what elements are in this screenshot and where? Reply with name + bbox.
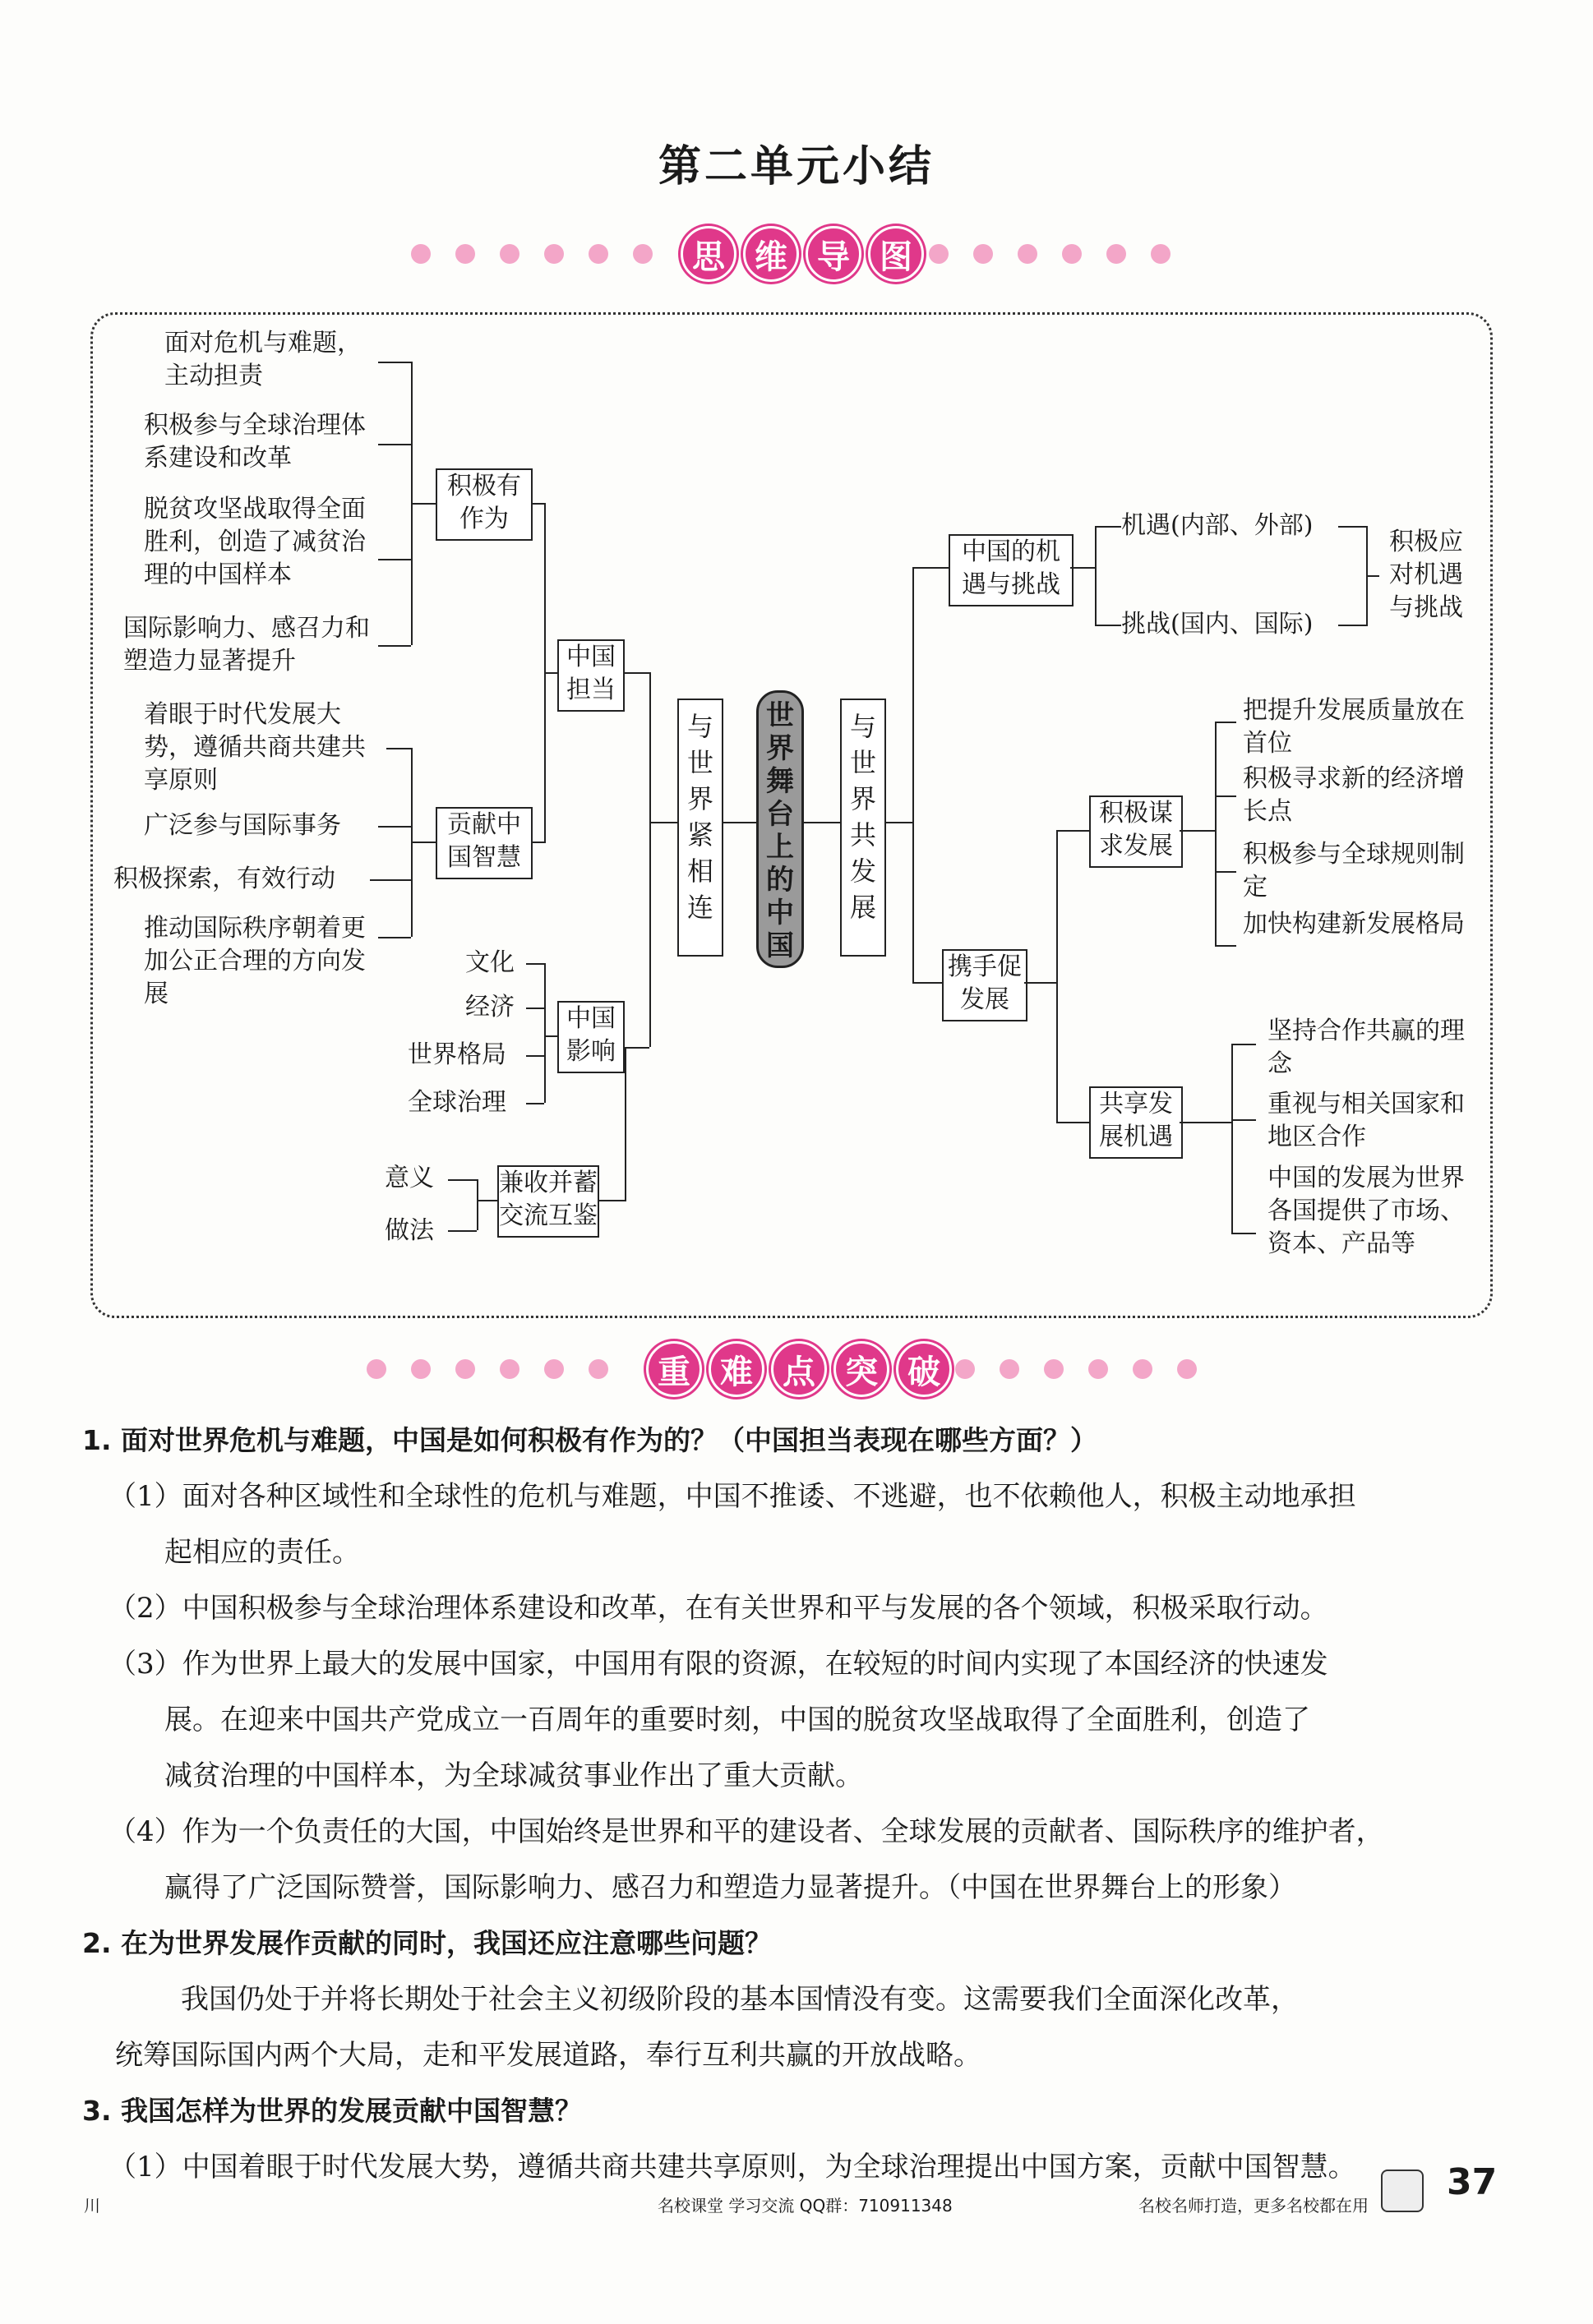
- badge-char: 难: [709, 1341, 764, 1397]
- badge-char: 突: [833, 1341, 889, 1397]
- answer-text: （2）中国积极参与全球治理体系建设和改革，在有关世界和平与发展的各个领域，积极采取行动。: [109, 1592, 1328, 1625]
- node-active: 积极有作为: [436, 468, 533, 541]
- answer-text: 起相应的责任。: [164, 1536, 360, 1569]
- answer-text: 我国仍处于并将长期处于社会主义初级阶段的基本国情没有变。这需要我们全面深化改革，: [181, 1983, 1299, 2016]
- active-item: 国际影响力、感召力和塑造力显著提升: [123, 614, 370, 676]
- wisdom-item: 推动国际秩序朝着更加公正合理的方向发展: [144, 914, 366, 1008]
- learning-item: 做法: [385, 1216, 434, 1245]
- section-banner-keypoints: [0, 1341, 1593, 1399]
- dev-item: 积极参与全球规则制定: [1243, 840, 1465, 901]
- answer-text: 减贫治理的中国样本，为全球减贫事业作出了重大贡献。: [164, 1759, 863, 1792]
- influence-item: 全球治理: [408, 1088, 506, 1117]
- answer-text: （4）作为一个负责任的大国，中国始终是世界和平的建设者、全球发展的贡献者、国际秩序的维护者，: [109, 1815, 1384, 1848]
- opportunity-result: 积极应对机遇与挑战: [1389, 528, 1463, 622]
- dev-item: 积极寻求新的经济增长点: [1243, 764, 1465, 826]
- question-2: 2. 在为世界发展作贡献的同时，我国还应注意哪些问题？: [82, 1927, 772, 1959]
- page-title: 第二单元小结: [658, 141, 935, 191]
- badge-char: 重: [646, 1341, 702, 1397]
- node-opportunity: 中国的机遇与挑战: [949, 534, 1074, 606]
- badge-char: 导: [806, 226, 861, 282]
- footer-left: 川: [84, 2196, 100, 2216]
- answer-text: （1）中国着眼于时代发展大势，遵循共商共建共享原则，为全球治理提出中国方案，贡献中国智慧。: [109, 2151, 1356, 2183]
- node-china-duty: 中国担当: [557, 639, 625, 712]
- node-share: 共享发展机遇: [1089, 1086, 1183, 1159]
- page-number: 37: [1447, 2161, 1498, 2203]
- badge-char: 思: [681, 226, 736, 282]
- opportunity-item: 挑战(国内、国际): [1121, 610, 1314, 639]
- node-influence: 中国影响: [557, 1001, 625, 1073]
- badge-char: 图: [868, 226, 924, 282]
- section-banner-mindmap: [0, 226, 1593, 284]
- share-item: 重视与相关国家和地区合作: [1267, 1090, 1465, 1151]
- answer-text: （1）面对各种区域性和全球性的危机与难题，中国不推诿、不逃避，也不依赖他人，积极主动地承担: [109, 1480, 1356, 1513]
- wisdom-item: 积极探索，有效行动: [113, 865, 335, 893]
- answer-text: 统筹国际国内两个大局，走和平发展道路，奉行互利共赢的开放战略。: [115, 2039, 981, 2072]
- share-item: 中国的发展为世界各国提供了市场、资本、产品等: [1267, 1164, 1465, 1258]
- node-wisdom: 贡献中国智慧: [436, 807, 533, 879]
- dev-item: 加快构建新发展格局: [1243, 910, 1465, 938]
- influence-item: 文化: [465, 948, 515, 977]
- node-learning: 兼收并蓄交流互鉴: [497, 1165, 599, 1238]
- badge-char: 破: [896, 1341, 952, 1397]
- footer-middle: 名校课堂 学习交流 QQ群：710911348: [658, 2196, 953, 2216]
- question-1: 1. 面对世界危机与难题，中国是如何积极有作为的？（中国担当表现在哪些方面？）: [82, 1424, 1097, 1456]
- answer-text: （3）作为世界上最大的发展中国家，中国用有限的资源，在较短的时间内实现了本国经济的快速发: [109, 1648, 1328, 1681]
- learning-item: 意义: [385, 1164, 434, 1192]
- logo-icon: [1381, 2170, 1424, 2212]
- footer-right: 名校名师打造，更多名校都在用: [1138, 2196, 1369, 2216]
- opportunity-item: 机遇(内部、外部): [1121, 511, 1314, 540]
- badge-char: 点: [771, 1341, 827, 1397]
- influence-item: 世界格局: [408, 1040, 506, 1069]
- share-item: 坚持合作共赢的理念: [1267, 1017, 1465, 1078]
- wisdom-item: 广泛参与国际事务: [144, 811, 341, 840]
- influence-item: 经济: [465, 993, 515, 1021]
- node-dev: 积极谋求发展: [1089, 795, 1183, 868]
- left-branch: 与世界紧相连: [677, 699, 723, 957]
- active-item: 面对危机与难题，主动担责: [164, 329, 362, 390]
- active-item: 积极参与全球治理体系建设和改革: [144, 411, 366, 473]
- wisdom-item: 着眼于时代发展大势，遵循共商共建共享原则: [144, 700, 366, 795]
- question-3: 3. 我国怎样为世界的发展贡献中国智慧？: [82, 2095, 582, 2127]
- active-item: 脱贫攻坚战取得全面胜利，创造了减贫治理的中国样本: [144, 495, 366, 589]
- dev-item: 把提升发展质量放在首位: [1243, 696, 1465, 758]
- answer-text: 赢得了广泛国际赞誉，国际影响力、感召力和塑造力显著提升。（中国在世界舞台上的形象）: [164, 1871, 1296, 1904]
- badge-char: 维: [743, 226, 799, 282]
- answer-text: 展。在迎来中国共产党成立一百周年的重要时刻，中国的脱贫攻坚战取得了全面胜利，创造了: [164, 1704, 1310, 1736]
- map-center: 世界舞台上的中国: [756, 690, 804, 968]
- node-hand: 携手促发展: [942, 949, 1027, 1021]
- right-branch: 与世界共发展: [840, 699, 886, 957]
